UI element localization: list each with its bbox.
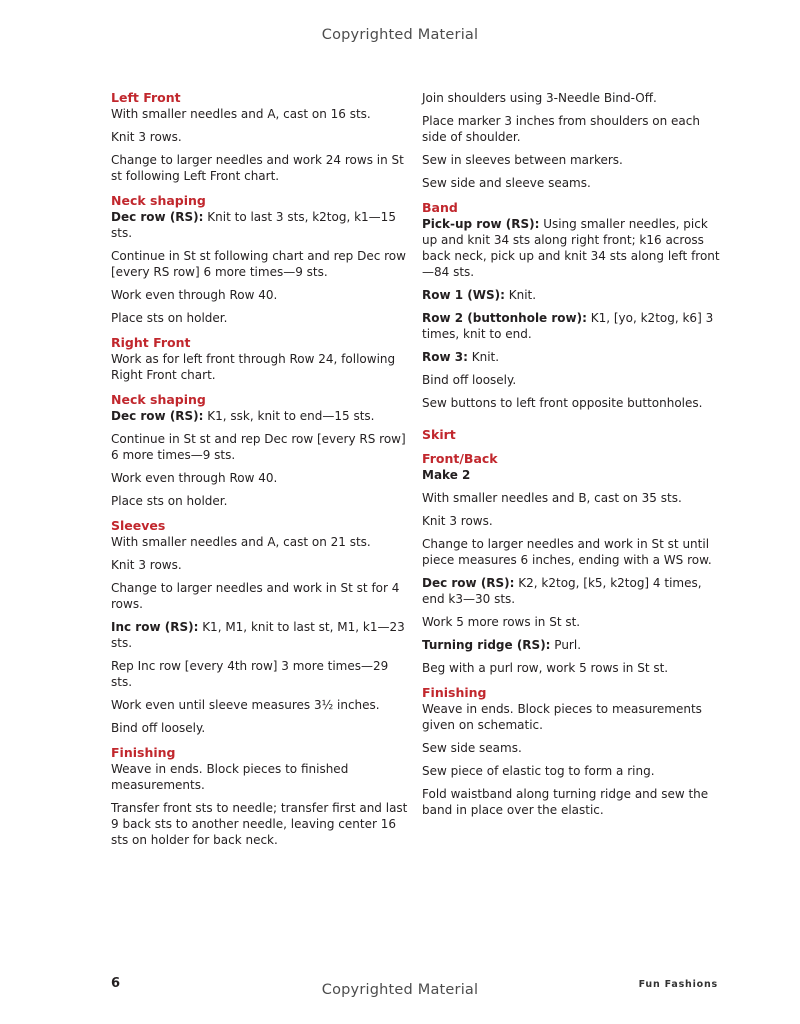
instruction-dec-row [111,408,411,424]
instruction-inc-row [111,619,411,651]
row-text: K1, [yo, k2tog, k6] 3 times, knit to end. [422,311,714,341]
subsection-heading: Front/Back [422,451,498,466]
instruction: Place sts on holder. [111,311,228,325]
section-assembly [422,90,722,191]
section-finishing-skirt [422,685,722,818]
instruction: Work even through Row 40. [111,471,278,485]
instruction: Transfer front sts to needle; transfer first and last 9 back sts to another needle, leaving center 16 sts on holder for back neck. [111,801,408,847]
instruction: Knit 3 rows. [422,514,493,528]
section-heading: Neck shaping [111,392,206,407]
instruction: Weave in ends. Block pieces to finished measurements. [111,762,349,792]
instruction: Bind off loosely. [111,721,206,735]
instruction-row-2 [422,310,722,342]
row-text: Knit. [467,350,500,364]
section-heading: Skirt [422,427,456,442]
instruction: With smaller needles and A, cast on 16 sts. [111,107,371,121]
instruction: Continue in St st following chart and rep Dec row [every RS row] 6 more times—9 sts. [111,249,406,279]
instruction: Bind off loosely. [422,373,517,387]
section-finishing-top [111,745,411,848]
make-count: Make 2 [422,468,471,482]
row-label: Row 1 (WS): [422,288,505,302]
section-neck-shaping-left [111,193,411,326]
section-heading: Neck shaping [111,193,206,208]
row-label: Dec row (RS): [111,409,204,423]
instruction-pickup-row [422,216,722,280]
section-heading: Finishing [111,745,176,760]
instruction: With smaller needles and A, cast on 21 sts. [111,535,371,549]
section-heading: Finishing [422,685,487,700]
section-heading: Band [422,200,458,215]
instruction: Change to larger needles and work in St st for 4 rows. [111,581,400,611]
instruction-turning-ridge [422,637,722,653]
instruction: Continue in St st and rep Dec row [every RS row] 6 more times—9 sts. [111,432,406,462]
section-right-front [111,335,411,383]
section-neck-shaping-right [111,392,411,509]
section-left-front [111,90,411,184]
instruction: Join shoulders using 3-Needle Bind-Off. [422,91,657,105]
row-label: Dec row (RS): [111,210,204,224]
instruction-row-1 [422,287,722,303]
row-text: Using smaller needles, pick up and knit 34 sts along right front; k16 across back neck, pick up and knit 34 sts along left front—84 sts. [422,217,720,279]
instruction: With smaller needles and B, cast on 35 sts. [422,491,682,505]
left-column [111,90,411,857]
instruction: Weave in ends. Block pieces to measurements given on schematic. [422,702,702,732]
instruction: Sew side and sleeve seams. [422,176,591,190]
row-label: Turning ridge (RS): [422,638,551,652]
instruction: Sew side seams. [422,741,522,755]
copyright-watermark-bottom: Copyrighted Material [321,982,479,998]
instruction: Place marker 3 inches from shoulders on each side of shoulder. [422,114,700,144]
row-label: Inc row (RS): [111,620,199,634]
instruction: Fold waistband along turning ridge and sew the band in place over the elastic. [422,787,709,817]
page-number: 6 [111,976,121,991]
instruction-dec-row [422,575,722,607]
row-label: Dec row (RS): [422,576,515,590]
instruction: Knit 3 rows. [111,130,182,144]
row-label: Pick-up row (RS): [422,217,540,231]
section-heading: Right Front [111,335,191,350]
instruction: Work even until sleeve measures 3½ inches. [111,698,380,712]
row-text: Knit to last 3 sts, k2tog, k1—15 sts. [111,210,396,240]
instruction-row-3 [422,349,722,365]
instruction: Change to larger needles and work in St st until piece measures 6 inches, ending with a WS row. [422,537,712,567]
instruction: Change to larger needles and work 24 rows in St st following Left Front chart. [111,153,404,183]
instruction: Work even through Row 40. [111,288,278,302]
instruction: Sew piece of elastic tog to form a ring. [422,764,655,778]
section-skirt [422,427,722,676]
row-text: Knit. [504,288,537,302]
running-footer-title: Fun Fashions [638,979,718,990]
section-band [422,200,722,411]
instruction: Beg with a purl row, work 5 rows in St st. [422,661,669,675]
instruction: Work 5 more rows in St st. [422,615,581,629]
copyright-watermark-top: Copyrighted Material [321,27,479,43]
row-label: Row 2 (buttonhole row): [422,311,587,325]
instruction: Sew buttons to left front opposite buttonholes. [422,396,703,410]
instruction: Knit 3 rows. [111,558,182,572]
right-column [422,90,722,827]
instruction: Place sts on holder. [111,494,228,508]
row-text: K1, M1, knit to last st, M1, k1—23 sts. [111,620,405,650]
section-heading: Sleeves [111,518,166,533]
row-text: K2, k2tog, [k5, k2tog] 4 times, end k3—30 sts. [422,576,702,606]
row-text: Purl. [550,638,582,652]
instruction: Sew in sleeves between markers. [422,153,623,167]
section-heading: Left Front [111,90,181,105]
row-label: Row 3: [422,350,468,364]
instruction: Rep Inc row [every 4th row] 3 more times—29 sts. [111,659,389,689]
instruction: Work as for left front through Row 24, following Right Front chart. [111,352,396,382]
section-sleeves [111,518,411,736]
row-text: K1, ssk, knit to end—15 sts. [203,409,375,423]
instruction-dec-row [111,209,411,241]
